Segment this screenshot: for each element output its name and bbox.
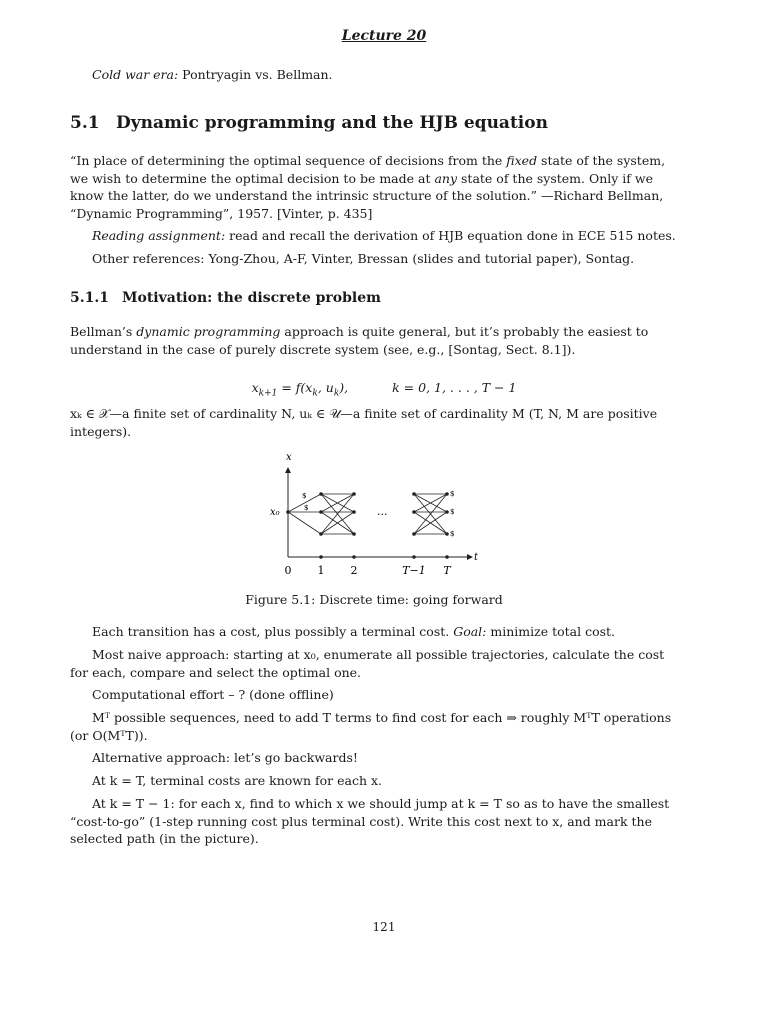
node bbox=[352, 492, 356, 496]
tick-mark bbox=[319, 555, 323, 559]
node bbox=[319, 510, 323, 514]
lecture-title: Lecture 20 bbox=[341, 28, 427, 44]
reading-assignment bbox=[70, 227, 686, 245]
node bbox=[319, 492, 323, 496]
cost-label: $ bbox=[450, 490, 455, 498]
reading-label: Reading assignment: bbox=[92, 228, 226, 243]
node bbox=[352, 532, 356, 536]
cost-label: $ bbox=[302, 492, 307, 500]
paragraph-naive: Most naive approach: starting at x₀, enumerate all possible trajectories, calculate the cost for each, compare and select the optimal one. bbox=[70, 647, 665, 680]
tick-mark bbox=[352, 555, 356, 559]
reading-text: read and recall the derivation of HJB equation done in ECE 515 notes. bbox=[225, 228, 676, 243]
other-references: Other references: Yong-Zhou, A-F, Vinter, Bressan (slides and tutorial paper), Sontag. bbox=[92, 251, 635, 266]
paragraph-cost bbox=[70, 623, 686, 641]
quote-any: any bbox=[434, 170, 458, 186]
node bbox=[412, 492, 416, 496]
eq-lhs: x bbox=[251, 380, 259, 395]
node bbox=[286, 510, 290, 514]
t-axis-label: t bbox=[474, 552, 479, 563]
intro-label: Cold war era: bbox=[92, 67, 179, 82]
paragraph-backwards: Alternative approach: let’s go backwards! bbox=[92, 750, 358, 765]
transition-network-final bbox=[414, 494, 447, 534]
subsection-title: Motivation: the discrete problem bbox=[122, 290, 381, 306]
p1-goal: Goal: bbox=[453, 624, 487, 639]
sets-definition: xₖ ∈ 𝒳—a finite set of cardinality N, uₖ ∈ 𝒰—a finite set of cardinality M (T, N, M are positive integers). bbox=[70, 406, 658, 439]
tick-label: 2 bbox=[350, 564, 358, 577]
cost-label: $ bbox=[450, 508, 455, 516]
figure-caption: Figure 5.1: Discrete time: going forward bbox=[245, 592, 503, 607]
p1-part2: minimize total cost. bbox=[486, 624, 616, 639]
cost-label: $ bbox=[450, 530, 455, 538]
eq-range: k = 0, 1, . . . , T − 1 bbox=[392, 380, 517, 395]
tick-mark bbox=[412, 555, 416, 559]
motivation-part2: approach is quite general, but it’s probably the easiest to understand in the case of purely discrete system (see, e.g., [Sontag, Sect. 8.1]). bbox=[70, 324, 649, 357]
motivation-paragraph bbox=[70, 323, 686, 358]
page-number: 121 bbox=[372, 920, 396, 934]
subsection-number: 5.1.1 bbox=[70, 290, 109, 306]
node bbox=[445, 532, 449, 536]
cost-label: $ bbox=[304, 504, 309, 512]
quote-part2: state of the system, we wish to determine the optimal decision to be made at bbox=[70, 153, 666, 186]
motivation-em: dynamic programming bbox=[136, 324, 281, 339]
tick-label: 1 bbox=[317, 564, 325, 577]
system-equation bbox=[0, 380, 768, 399]
eq-mid: = f(x bbox=[277, 380, 313, 395]
paragraph-terminal: At k = T, terminal costs are known for each x. bbox=[92, 773, 382, 788]
paragraph-sequences: Mᵀ possible sequences, need to add T terms to find cost for each ⇒ roughly MᵀT operations (or O(MᵀT)). bbox=[70, 710, 672, 743]
tick-mark bbox=[445, 555, 449, 559]
tick-label: 0 bbox=[284, 564, 292, 577]
eq-lhs-sub: k+1 bbox=[258, 388, 278, 399]
ellipsis: ... bbox=[377, 505, 388, 518]
discrete-time-figure bbox=[262, 452, 502, 582]
eq-sub1: k bbox=[312, 388, 318, 399]
quote-part1: “In place of determining the optimal sequence of decisions from the bbox=[70, 153, 507, 168]
transition-network-forward bbox=[288, 494, 354, 534]
section-heading bbox=[70, 113, 548, 133]
paragraph-effort: Computational effort – ? (done offline) bbox=[92, 687, 334, 702]
x0-label: x₀ bbox=[270, 507, 280, 518]
p1-part1: Each transition has a cost, plus possibly a terminal cost. bbox=[92, 624, 454, 639]
quote-fixed: fixed bbox=[506, 153, 538, 168]
eq-sub2: k bbox=[333, 388, 340, 399]
quote-part3: state of the system. Only if we know the latter, do we understand the intrinsic structure of the solution.” —Richard Bellman, “Dynamic Programming”, 1957. [Vinter, p. 435] bbox=[70, 170, 664, 221]
node bbox=[412, 532, 416, 536]
node bbox=[352, 510, 356, 514]
node bbox=[445, 510, 449, 514]
x-axis-label: x bbox=[286, 452, 292, 463]
subsection-heading bbox=[70, 290, 381, 306]
section-title: Dynamic programming and the HJB equation bbox=[116, 113, 548, 133]
tick-label: T−1 bbox=[402, 564, 426, 577]
eq-mid2: , u bbox=[317, 380, 334, 395]
node bbox=[319, 532, 323, 536]
node bbox=[445, 492, 449, 496]
paragraph-step: At k = T − 1: for each x, find to which x we should jump at k = T so as to have the smallest “cost-to-go” (1-step running cost plus terminal cost). Write this cost next to x, and mark the selected path (in the picture). bbox=[70, 796, 670, 846]
intro-line bbox=[70, 66, 686, 84]
bellman-quote bbox=[70, 152, 686, 222]
node bbox=[412, 510, 416, 514]
tick-label: T bbox=[443, 564, 451, 577]
eq-end: ), bbox=[339, 380, 349, 395]
section-number: 5.1 bbox=[70, 113, 100, 133]
intro-text: Pontryagin vs. Bellman. bbox=[178, 67, 333, 82]
motivation-part1: Bellman’s bbox=[70, 324, 137, 339]
